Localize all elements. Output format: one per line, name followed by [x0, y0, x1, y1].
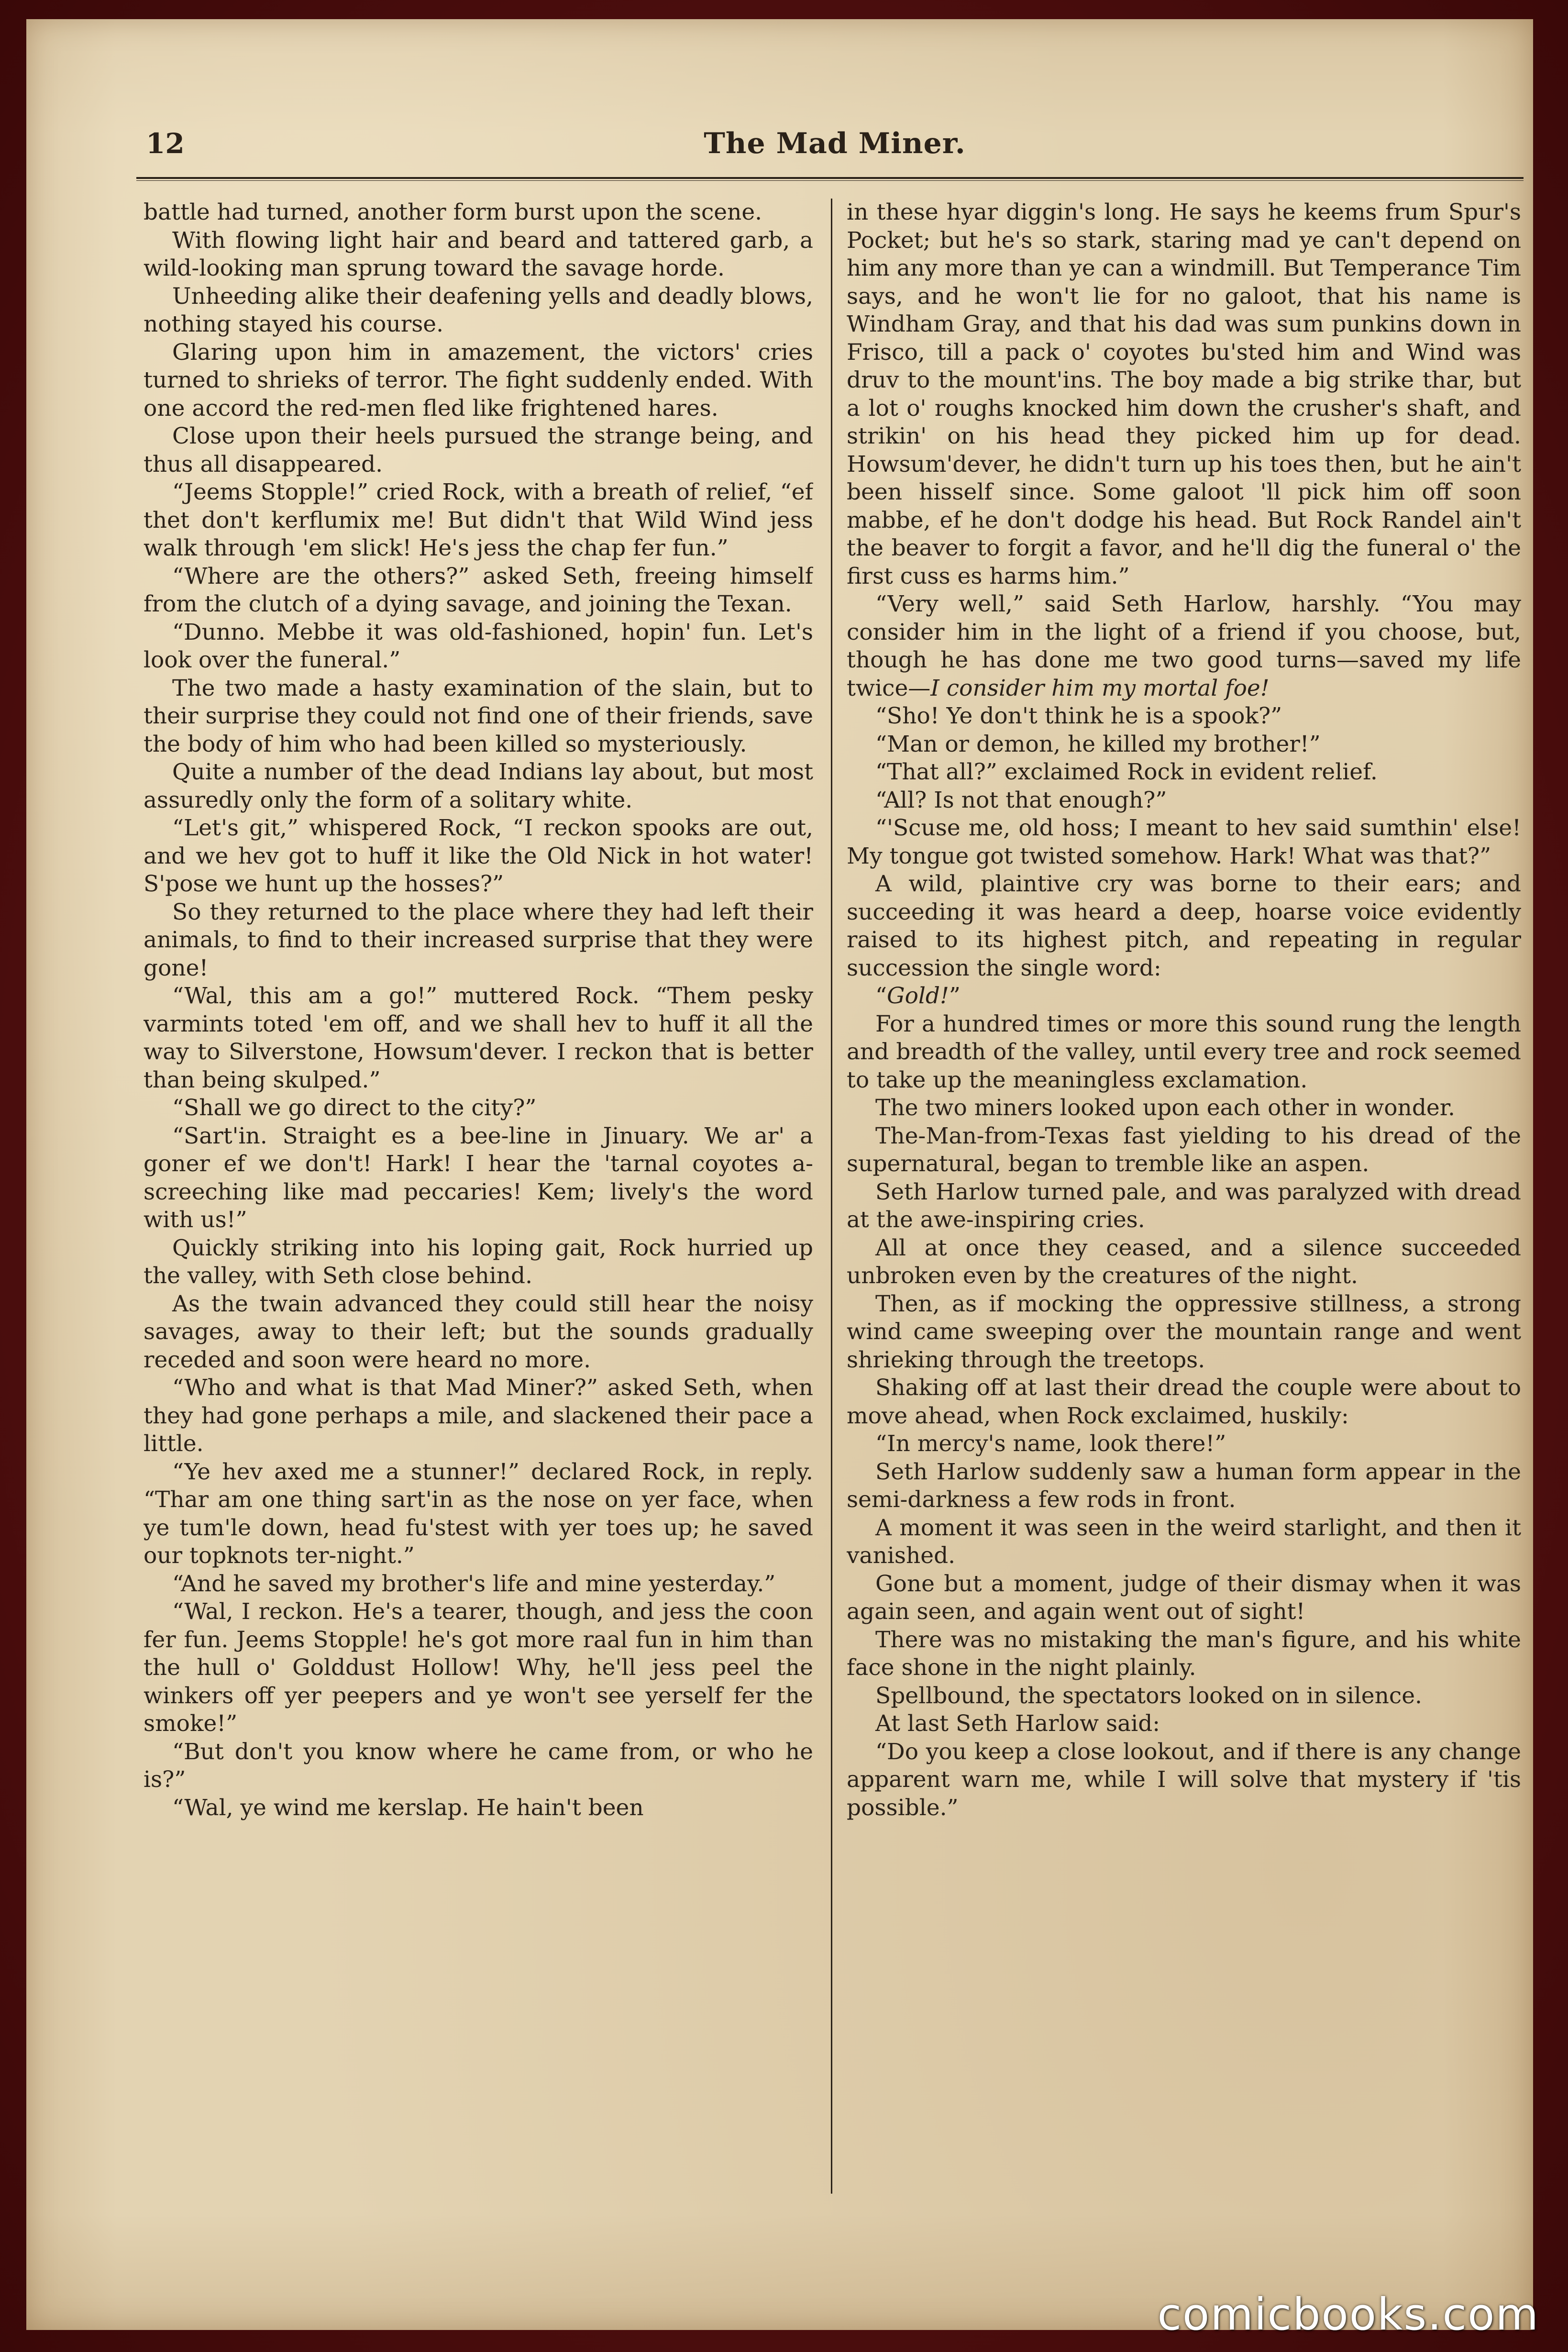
watermark: comicbooks.com	[1157, 2289, 1539, 2340]
page-number: 12	[146, 127, 185, 160]
left-column	[144, 199, 813, 2203]
quote-close: ”	[949, 983, 961, 1009]
gold-cry: Gold!	[887, 983, 949, 1009]
paragraph: The two miners looked upon each other in wonder.	[875, 1095, 1455, 1121]
running-title: The Mad Miner.	[704, 127, 966, 160]
quote-open: “	[875, 983, 887, 1009]
paragraph: The two made a hasty examination of the slain, but to their surprise they could not find one of their friends, save the body of him who had been killed so mysteriously.	[144, 675, 813, 757]
paragraph: Seth Harlow turned pale, and was paralyzed with dread at the awe-inspiring cries.	[847, 1178, 1521, 1233]
header-rule	[136, 177, 1524, 181]
paragraph: All at once they ceased, and a silence succeeded unbroken even by the creatures of the night.	[847, 1234, 1521, 1289]
paragraph: “That all?” exclaimed Rock in evident relief.	[875, 759, 1378, 785]
paragraph: There was no mistaking the man's figure, and his white face shone in the night plainly.	[847, 1626, 1521, 1681]
paragraph	[847, 590, 1521, 702]
paragraph: Glaring upon him in amazement, the victors' cries turned to shrieks of terror. The fight suddenly ended. With one accord the red-men fled like frightened hares.	[144, 339, 813, 422]
paragraph: “Who and what is that Mad Miner?” asked Seth, when they had gone perhaps a mile, and slackened their pace a little.	[144, 1375, 813, 1457]
paragraph: With flowing light hair and beard and tattered garb, a wild-looking man sprung toward the savage horde.	[144, 227, 813, 281]
seth-reply-text: “Very well,” said Seth Harlow, harshly. “You may consider him in the light of a friend if you choose, but, though he has done me two good turns—saved my life twice—	[847, 591, 1521, 701]
paragraph: As the twain advanced they could still hear the noisy savages, away to their left; but the sounds gradually receded and soon were heard no more.	[144, 1290, 813, 1373]
paragraph: Unheeding alike their deafening yells and deadly blows, nothing stayed his course.	[144, 283, 813, 337]
paragraph: Spellbound, the spectators looked on in silence.	[875, 1682, 1422, 1709]
paragraph: “And he saved my brother's life and mine yesterday.”	[172, 1570, 776, 1597]
paragraph: Quite a number of the dead Indians lay about, but most assuredly only the form of a solitary white.	[144, 759, 813, 813]
paragraph: The-Man-from-Texas fast yielding to his dread of the supernatural, began to tremble like an aspen.	[847, 1122, 1521, 1177]
paragraph: So they returned to the place where they had left their animals, to find to their increased surprise that they were gone!	[144, 899, 813, 981]
paragraph: At last Seth Harlow said:	[875, 1710, 1160, 1737]
italic-emphasis: I consider him my mortal foe!	[930, 675, 1270, 701]
paragraph: in these hyar diggin's long. He says he keems frum Spur's Pocket; but he's so stark, staring mad ye can't depend on him any more than ye can a windmill. But Temperance Tim says, and he won't lie for no galoot, that his name is Windham Gray, and that his dad was sum punkins down in Frisco, till a pack o' coyotes bu'sted him and Wind was druv to the mount'ins. The boy made a big strike thar, but a lot o' roughs knocked him down the crusher's shaft, and strikin' on his head they picked him up for dead. Howsum'dever, he didn't turn up his toes then, but he ain't been hisself since. Some galoot 'll pick him off soon mabbe, ef he don't dodge his head. But Rock Randel ain't the beaver to forgit a favor, and he'll dig the funeral o' the first cuss es harms him.”	[847, 199, 1521, 589]
paragraph: battle had turned, another form burst upon the scene.	[144, 199, 762, 225]
paragraph: “Man or demon, he killed my brother!”	[875, 731, 1321, 757]
paragraph: “Dunno. Mebbe it was old-fashioned, hopin' fun. Let's look over the funeral.”	[144, 619, 813, 673]
book-page	[26, 19, 1533, 2330]
paragraph: “Let's git,” whispered Rock, “I reckon spooks are out, and we hev got to huff it like the Old Nick in hot water! S'pose we hunt up the hosses?”	[144, 815, 813, 897]
paragraph: A moment it was seen in the weird starlight, and then it vanished.	[847, 1514, 1521, 1569]
paragraph: “But don't you know where he came from, or who he is?”	[144, 1738, 813, 1793]
paragraph: “All? Is not that enough?”	[875, 787, 1167, 813]
paragraph: “In mercy's name, look there!”	[875, 1431, 1226, 1457]
paragraph: For a hundred times or more this sound rung the length and breadth of the valley, until every tree and rock seemed to take up the meaningless exclamation.	[847, 1010, 1521, 1093]
paragraph: Gone but a moment, judge of their dismay when it was again seen, and again went out of sight!	[847, 1570, 1521, 1625]
paragraph: A wild, plaintive cry was borne to their ears; and succeeding it was heard a deep, hoarse voice evidently raised to its highest pitch, and repeating in regular succession the single word:	[847, 871, 1521, 981]
paragraph: “Wal, ye wind me kerslap. He hain't been	[172, 1794, 644, 1821]
paragraph: “Sart'in. Straight es a bee-line in Jinuary. We ar' a goner ef we don't! Hark! I hear the 'tarnal coyotes a-screeching like mad peccaries! Kem; lively's the word with us!”	[144, 1122, 813, 1233]
paragraph: “Where are the others?” asked Seth, freeing himself from the clutch of a dying savage, and joining the Texan.	[144, 563, 813, 617]
paragraph: “Wal, this am a go!” muttered Rock. “Them pesky varmints toted 'em off, and we shall hev to huff it all the way to Silverstone, Howsum'dever. I reckon that is better than being skulped.”	[144, 983, 813, 1093]
paragraph: “Ye hev axed me a stunner!” declared Rock, in reply. “Thar am one thing sart'in as the nose on yer face, when ye tum'le down, head fu'stest with yer toes up; he saved our topknots ter-night.”	[144, 1458, 813, 1569]
paragraph: “Sho! Ye don't think he is a spook?”	[875, 703, 1282, 729]
paragraph: Close upon their heels pursued the strange being, and thus all disappeared.	[144, 423, 813, 477]
paragraph: “Do you keep a close lookout, and if there is any change apparent warn me, while I will solve that mystery if 'tis possible.”	[847, 1738, 1521, 1821]
paragraph: Seth Harlow suddenly saw a human form appear in the semi-darkness a few rods in front.	[847, 1458, 1521, 1513]
column-divider	[831, 199, 832, 2194]
paragraph: “Wal, I reckon. He's a tearer, though, and jess the coon fer fun. Jeems Stopple! he's got more raal fun in him than the hull o' Golddust Hollow! Why, he'll jess peel the winkers off yer peepers and ye won't see yerself fer the smoke!”	[144, 1598, 813, 1737]
paragraph: “'Scuse me, old hoss; I meant to hev said sumthin' else! My tongue got twisted somehow. Hark! What was that?”	[847, 815, 1521, 869]
paragraph: Shaking off at last their dread the couple were about to move ahead, when Rock exclaimed, huskily:	[847, 1375, 1521, 1429]
paragraph: Then, as if mocking the oppressive stillness, a strong wind came sweeping over the mountain range and went shrieking through the treetops.	[847, 1290, 1521, 1373]
paragraph: “Shall we go direct to the city?”	[172, 1095, 537, 1121]
right-column	[847, 199, 1521, 2203]
paragraph: “Jeems Stopple!” cried Rock, with a breath of relief, “ef thet don't kerflumix me! But didn't that Wild Wind jess walk through 'em slick! He's jess the chap fer fun.”	[144, 479, 813, 561]
paragraph	[847, 982, 1521, 1010]
paragraph: Quickly striking into his loping gait, Rock hurried up the valley, with Seth close behind.	[144, 1234, 813, 1289]
page-header	[146, 120, 1524, 172]
